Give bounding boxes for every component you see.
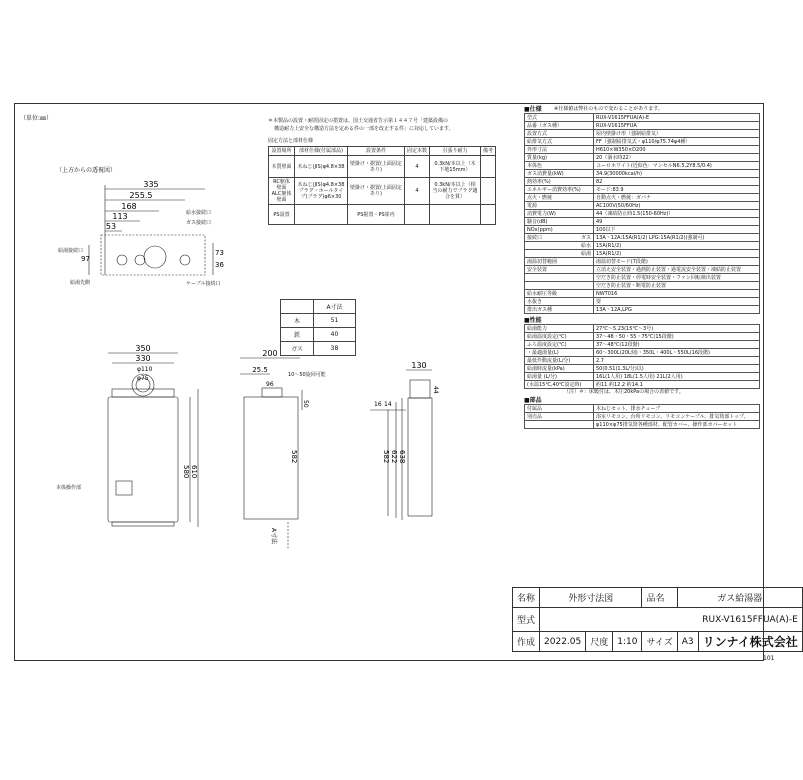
spec-row-value: 82 (594, 178, 760, 186)
front-dim-phi75: φ75 (137, 375, 149, 382)
spec-row (525, 154, 760, 162)
perf-row-value: 約11 約12.2 約14.1 (594, 381, 760, 389)
tb-size-label: サイズ (642, 632, 677, 652)
a-r0-val: 51 (314, 314, 356, 328)
spec-row (525, 194, 760, 202)
a-r2-label: ガス (281, 342, 314, 356)
tb-name-label: 名称 (513, 588, 540, 608)
rear-dim-44: 44 (432, 386, 439, 394)
side-rotate-note: 10〜50旋回可能 (288, 372, 326, 378)
fix-r2c3 (404, 205, 429, 225)
perf-row (525, 349, 760, 357)
dim-97: 97 (81, 255, 90, 263)
parts-row-label: 別売品 (525, 413, 594, 421)
conn-row-label (525, 242, 594, 250)
rear-dim-582: 582 (382, 450, 390, 464)
a-r2-val: 38 (314, 342, 356, 356)
fix-r0c2: 壁掛け・据置(上面固定あり) (347, 156, 404, 178)
spec-row-label: 設置方式 (525, 130, 594, 138)
rear-dim-14: 14 (384, 401, 392, 408)
spec-row2 (525, 298, 760, 306)
conn-row-value: 15A(R1/2) (594, 250, 760, 258)
top-view-drawing (55, 175, 225, 295)
spec-row-value: H610×W350×D200 (594, 146, 760, 154)
spec-row-value: FF（強制給排気式・φ110/φ75.74φ4種） (594, 138, 760, 146)
perf-row (525, 325, 760, 333)
spec-row-value: ユーロホワイト(近似色：マンセルN6.5,2Y8.5/0.4) (594, 162, 760, 170)
spec-row2-label: 排出ガス種 (525, 306, 594, 314)
fix-h2: 設置条件 (347, 147, 404, 156)
front-view-drawing (50, 345, 200, 565)
perf-row-label: ・最適湯量(L) (525, 349, 594, 357)
perf-row (525, 341, 760, 349)
conn-row-label (525, 250, 594, 258)
spec-row-label: 消費電力(W) (525, 210, 594, 218)
tb-size: A3 (677, 632, 698, 652)
panel-label: 本体操作部 (56, 485, 82, 491)
perf-row-label: 最低作動流量(L/分) (525, 357, 594, 365)
conn-label: 接続口 (527, 234, 543, 241)
spec-row2-value: 立消え安全装置・過熱防止装置・過電流安全装置・凍結防止装置 (594, 266, 760, 274)
title-block (512, 587, 803, 652)
spec-row2-value: 湯温切替モード(7段階) (594, 258, 760, 266)
front-dim-580: 580 (182, 465, 190, 479)
dim-36: 36 (215, 261, 224, 269)
fix-r0c5 (480, 156, 495, 178)
fix-r0c3: 4 (404, 156, 429, 178)
spec-title: ■仕様 (524, 106, 542, 113)
tb-model-label: 型式 (513, 608, 540, 632)
spec-row-value: 34.9(30000kcal/h) (594, 170, 760, 178)
fix-r0c4: 0.3kN/本以上（木下地15mm） (429, 156, 480, 178)
perf-row-value: 16L(1人用) 18L(1.5人用) 21L(2人用) (594, 373, 760, 381)
perf-row (525, 365, 760, 373)
unit-note: （単位:㎜） (20, 115, 53, 122)
spec-row2-label: 給水耐圧等級 (525, 290, 594, 298)
spec-row2-label: 湯温切替範囲 (525, 258, 594, 266)
dim-255: 255.5 (129, 191, 153, 200)
parts-row-value: 木ねじセット、排水チューブ (594, 405, 760, 413)
parts-row (525, 421, 760, 429)
parts-table (524, 404, 760, 429)
perf-row-value: 27℃〜5.23(15℃〜3号) (594, 325, 760, 333)
rear-dim-130: 130 (411, 361, 427, 370)
dim-73: 73 (215, 249, 224, 257)
parts-row-label: 付属品 (525, 405, 594, 413)
conn-row-value: 15A(R1/2) (594, 242, 760, 250)
fix-r1c1: 木ねじ(JIS)φ4.8×38 プラグ・ホールタイプ(ブラグ)φ6×30 (294, 178, 347, 205)
spec-row-label: 電源 (525, 202, 594, 210)
spec-row-label: 給排気方式 (525, 138, 594, 146)
perf-table (524, 324, 760, 389)
spec-row2-label: 安全装置 (525, 266, 594, 274)
spec-row2-label: 水抜き (525, 298, 594, 306)
conn-sub-label: 給水 (580, 242, 591, 249)
spec-row-label: 点火・燃焼 (525, 194, 594, 202)
spec-row2 (525, 258, 760, 266)
side-dim-200: 200 (262, 349, 278, 358)
spec-row (525, 178, 760, 186)
spec-row-value: AC100V(50/60Hz) (594, 202, 760, 210)
side-dim-25: 25.5 (252, 366, 268, 374)
tb-scale: 1:10 (613, 632, 642, 652)
fix-r2c1 (294, 205, 347, 225)
side-dim-582: 582 (290, 450, 298, 464)
conn-row (525, 234, 760, 242)
conn-sub-label: 給湯 (580, 250, 591, 257)
conn-sub-label: ガス (580, 234, 591, 241)
fix-r0c1: 木ねじ(JIS)φ4.8×38 (294, 156, 347, 178)
perf-row-value: 37〜48℃(12段階) (594, 341, 760, 349)
spec-row2-value: 要 (594, 298, 760, 306)
fix-r2c2: PS据置・PS扉内 (347, 205, 404, 225)
spec-row (525, 138, 760, 146)
spec-title-note: ※仕様値は弊社のもので変わることがあります。 (554, 106, 663, 112)
spec-row-label: エネルギー消費効率(%) (525, 186, 594, 194)
conn-row (525, 250, 760, 258)
fix-r1c5 (480, 178, 495, 205)
spec-row2 (525, 306, 760, 314)
parts-row-value: 浴室リモコン、台所リモコン、リモコンケーブル、排気筒部トップ、 (594, 413, 760, 421)
spec-row2 (525, 274, 760, 282)
callout-supply: 給湯先側 (70, 280, 91, 286)
perf-row-value: 60〜300L(20L刻)・350L・400L・550L(16段階) (594, 349, 760, 357)
perf-row (525, 373, 760, 381)
perf-title: ■性能 (524, 317, 542, 324)
a-r0-label: 木 (281, 314, 314, 328)
spec-row-value: 20（満水時22） (594, 154, 760, 162)
side-a-dim: A寸法 (270, 528, 277, 545)
spec-row-label: 品番（ガス種） (525, 122, 594, 130)
rear-dim-16: 16 (374, 401, 382, 408)
tb-product-label: 品名 (642, 588, 677, 608)
a-r1-label: 鉄 (281, 328, 314, 342)
fix-r2c0: PS設置 (269, 205, 295, 225)
spec-row-value: 44（凍結防止時1.5(150-60Hz)） (594, 210, 760, 218)
spec-row2 (525, 282, 760, 290)
dim-113: 113 (112, 212, 128, 221)
spec-row-label: 質量(kg) (525, 154, 594, 162)
spec-row (525, 202, 760, 210)
callout-cable: ケーブル接続口 (186, 281, 221, 287)
spec-row-label: 型式 (525, 114, 594, 122)
spec-row2-value: NWT016 (594, 290, 760, 298)
perf-note: （注）＊：床暖付は、木圧20kPaの場合の表値です。 (564, 389, 684, 395)
spec-row-label: 熱効率(%) (525, 178, 594, 186)
fix-r2c5 (480, 205, 495, 225)
spec-row-value: モード:83.9 (594, 186, 760, 194)
spec-row-label: 外形寸法 (525, 146, 594, 154)
conn-row-label (525, 234, 594, 242)
spec-panel (524, 106, 760, 429)
fixing-table (268, 146, 496, 225)
fix-h5: 備考 (480, 147, 495, 156)
spec-row2 (525, 266, 760, 274)
perf-row-value: 37〜48・50・55・75℃(15段階) (594, 333, 760, 341)
rear-view-drawing (350, 350, 450, 530)
spec-table (524, 113, 760, 314)
perf-row-value: 2.7 (594, 357, 760, 365)
fix-r2c4 (429, 205, 480, 225)
front-dim-phi110: φ110 (137, 366, 153, 373)
callout-hot: 給水接続口 (186, 210, 212, 216)
notice-line-2: 構造耐力上安全な構造方法を定める件の一部を改正する件」に対応しています。 (274, 126, 454, 132)
page-ref: 101 (763, 655, 775, 662)
spec-row (525, 130, 760, 138)
spec-row-value: 100以下 (594, 226, 760, 234)
spec-row2-value: 13A・12A,LPG (594, 306, 760, 314)
a-r1-val: 40 (314, 328, 356, 342)
front-dim-610: 610 (190, 465, 198, 479)
spec-row (525, 210, 760, 218)
spec-row-label: 本体色 (525, 162, 594, 170)
tb-company: リンナイ株式会社 (698, 632, 802, 652)
dim-168: 168 (121, 202, 137, 211)
notice-line-1: ＊本製品の設置・耐震固定の措置は、国土交通省告示第１４４７号「建築設備の (268, 118, 449, 124)
fix-heading: 固定方法と部材仕様 (268, 138, 314, 144)
fix-h1: 部材仕様(付属部品) (294, 147, 347, 156)
spec-row (525, 218, 760, 226)
spec-row-value: 屋内壁掛け形（強制給排気） (594, 130, 760, 138)
parts-row-label (525, 421, 594, 429)
perf-row-label: (水温15℃,40℃設定時) (525, 381, 594, 389)
front-dim-350: 350 (135, 344, 151, 353)
front-dim-330: 330 (135, 354, 151, 363)
conn-row-value: 13A・12A:15A(R1/2) LPG:15A(R1/2)(強制可) (594, 234, 760, 242)
callout-feed: 給湯接続口 (58, 248, 84, 254)
tb-made-label: 作成 (513, 632, 540, 652)
tb-product: ガス給湯器 (677, 588, 802, 608)
spec-row (525, 122, 760, 130)
fix-r1c2: 壁掛け・据置(上面固定あり) (347, 178, 404, 205)
spec-row (525, 162, 760, 170)
fix-r1c4: 0.3kN/本以上（相当の耐力でブラグ適合を算） (429, 178, 480, 205)
perf-row-value: 50(0.51(1.3L/分)以) (594, 365, 760, 373)
spec-row-value: 49 (594, 218, 760, 226)
fix-h4: 引張り耐力 (429, 147, 480, 156)
tb-name: 外形寸法図 (540, 588, 642, 608)
spec-row-value: RUX-V1615FFUA(A)-E (594, 114, 760, 122)
conn-row (525, 242, 760, 250)
perf-row (525, 357, 760, 365)
spec-row2-label (525, 282, 594, 290)
parts-title: ■部品 (524, 397, 542, 404)
spec-row (525, 186, 760, 194)
dim-335: 335 (143, 180, 159, 189)
tb-model: RUX-V1615FFUA(A)-E (540, 608, 803, 632)
spec-row2-value: 空だき防止装置・停電時安全装置・ファン回転検出装置 (594, 274, 760, 282)
spec-row-label: 騒音(dB) (525, 218, 594, 226)
top-view-label: （上方からの透視図） (56, 167, 117, 174)
parts-row (525, 405, 760, 413)
fix-r1c3: 4 (404, 178, 429, 205)
spec-row-value: 自動点火・燃焼：ガバナ (594, 194, 760, 202)
fix-h0: 設置場所 (269, 147, 295, 156)
perf-row-label: 給湯能力 (525, 325, 594, 333)
spec-row-value: RUX-V1615FFUA (594, 122, 760, 130)
tb-scale-label: 尺度 (586, 632, 613, 652)
fix-r0c0: 木質壁面 (269, 156, 295, 178)
perf-row-label: 給湯温度設定(℃) (525, 333, 594, 341)
spec-row (525, 170, 760, 178)
perf-row (525, 381, 760, 389)
parts-row (525, 413, 760, 421)
a-header: A寸法 (314, 300, 356, 314)
perf-row-label: ふろ温度設定(℃) (525, 341, 594, 349)
side-view-drawing (228, 350, 328, 560)
spec-row (525, 114, 760, 122)
spec-row2-value: 空だき防止装置・断電防止装置 (594, 282, 760, 290)
side-dim-50: 50 (302, 400, 309, 408)
spec-row2 (525, 290, 760, 298)
spec-row2-label (525, 274, 594, 282)
spec-row (525, 146, 760, 154)
a-dimension-table (280, 299, 356, 356)
rear-dim-622: 622 (390, 450, 398, 464)
perf-row (525, 333, 760, 341)
fix-h3: 固定本数 (404, 147, 429, 156)
tb-date: 2022.05 (540, 632, 586, 652)
rear-dim-638: 638 (398, 450, 406, 464)
perf-row-label: 給湯量 (L/分) (525, 373, 594, 381)
dim-53: 53 (105, 222, 117, 231)
spec-row-label: ガス消費量(kW) (525, 170, 594, 178)
side-dim-96: 96 (266, 381, 274, 388)
spec-row (525, 226, 760, 234)
callout-gas: ガス接続口 (186, 220, 212, 226)
fix-r1c0: RC躯体壁面 ALC躯体壁面 (269, 178, 295, 205)
parts-row-value: φ110×φ75排気筒各種部材、配管カバー、操作部カバーセット (594, 421, 760, 429)
spec-row-label: NOx(ppm) (525, 226, 594, 234)
perf-row-label: 給湯時流量(kPa) (525, 365, 594, 373)
